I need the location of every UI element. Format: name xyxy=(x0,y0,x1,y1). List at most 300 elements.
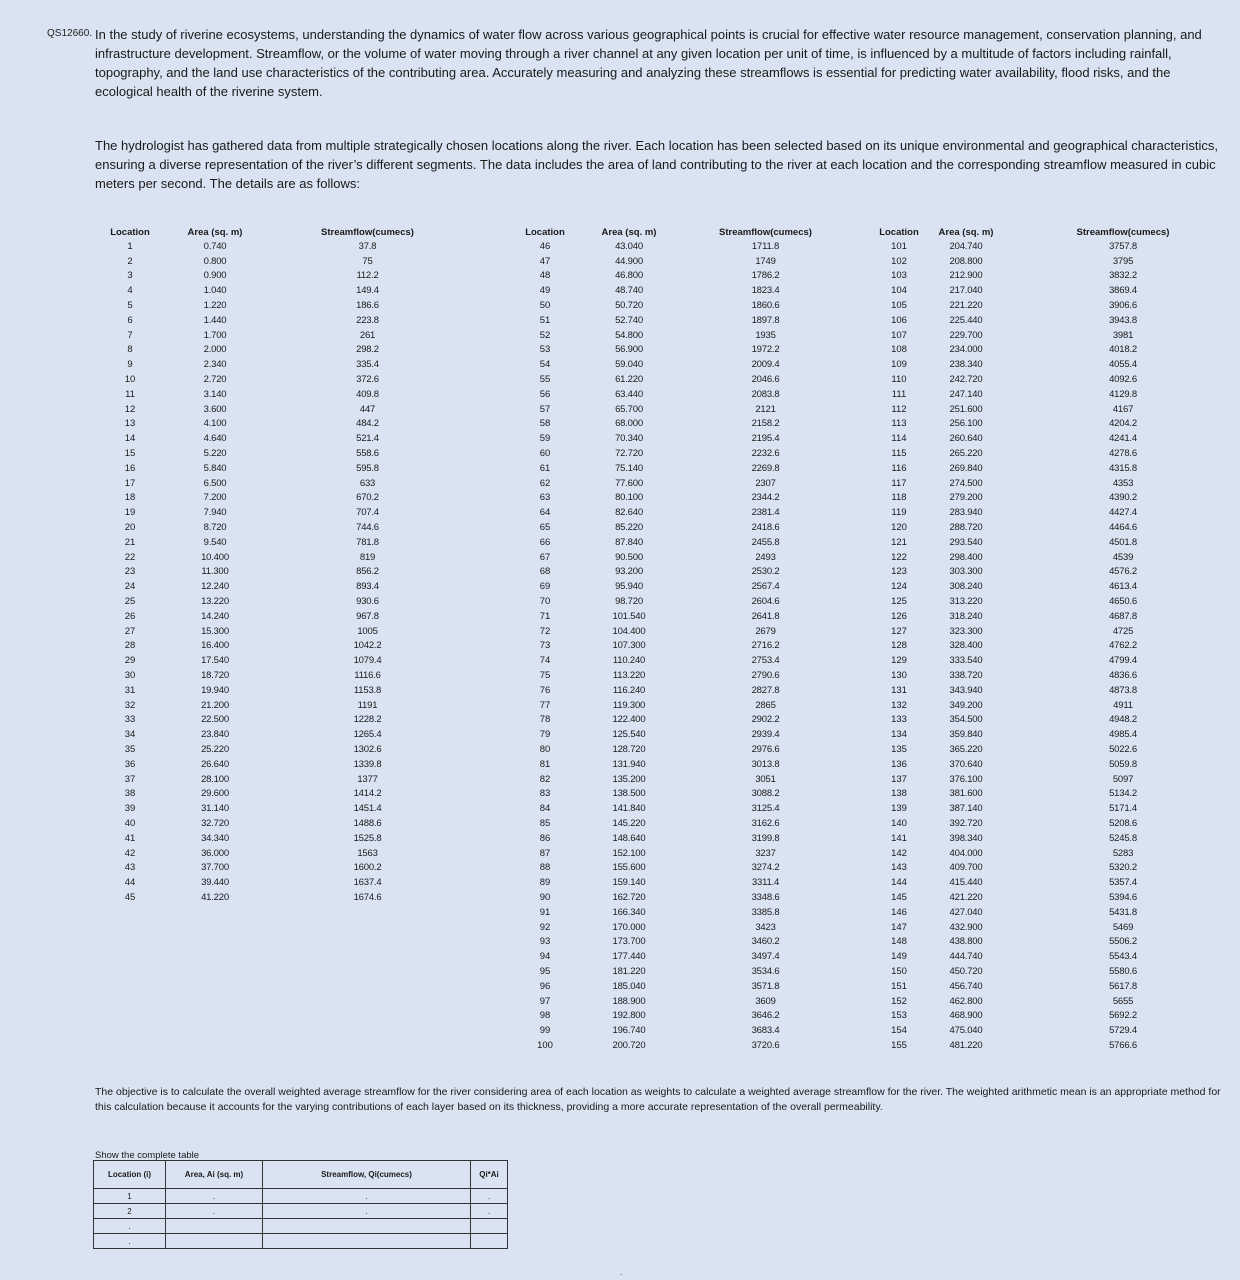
location-cell: 29 xyxy=(124,655,136,667)
area-cell: 19.940 xyxy=(201,684,229,696)
location-cell: 1 xyxy=(127,240,133,252)
area-cell: 265.220 xyxy=(949,448,983,460)
area-cell: 110.240 xyxy=(612,655,646,667)
table-row xyxy=(100,357,465,372)
table-row xyxy=(872,431,1240,446)
location-cell: 99 xyxy=(539,1025,551,1037)
table-row xyxy=(515,461,848,476)
table-row xyxy=(872,520,1240,535)
location-cell: 31 xyxy=(124,684,136,696)
table-row xyxy=(872,565,1240,580)
area-cell: 359.840 xyxy=(949,729,983,741)
answer-table xyxy=(93,1160,508,1249)
streamflow-cell: 558.6 xyxy=(356,448,379,460)
streamflow-cell: 75 xyxy=(362,255,373,267)
location-cell: 98 xyxy=(539,1010,551,1022)
streamflow-cell: 5357.4 xyxy=(1109,877,1137,889)
area-cell: 200.720 xyxy=(612,1039,646,1051)
table-row xyxy=(100,579,465,594)
table-row xyxy=(515,949,848,964)
location-cell: 46 xyxy=(539,240,551,252)
table-row xyxy=(515,860,848,875)
answer-cell xyxy=(263,1234,471,1249)
area-cell: 104.400 xyxy=(612,625,646,637)
table-row xyxy=(872,964,1240,979)
location-cell: 35 xyxy=(124,743,136,755)
answer-header-area: Area, Ai (sq. m) xyxy=(166,1161,263,1189)
streamflow-cell: 4539 xyxy=(1112,551,1134,563)
table-row xyxy=(100,624,465,639)
area-cell: 217.040 xyxy=(949,285,983,297)
streamflow-cell: 4799.4 xyxy=(1109,655,1137,667)
streamflow-cell: 2232.6 xyxy=(751,448,780,460)
table-row xyxy=(515,313,848,328)
location-cell: 75 xyxy=(539,670,551,681)
area-cell: 404.000 xyxy=(949,847,983,859)
streamflow-cell: 3981 xyxy=(1112,329,1134,341)
area-cell: 63.440 xyxy=(615,388,643,400)
table-row xyxy=(515,269,848,284)
streamflow-cell: 3237 xyxy=(755,847,776,859)
location-cell: 140 xyxy=(891,817,907,829)
streamflow-cell: 4353 xyxy=(1112,477,1134,489)
table-row xyxy=(100,343,465,358)
area-cell: 444.740 xyxy=(949,951,983,963)
table-row xyxy=(515,594,848,609)
table-row xyxy=(515,520,848,535)
location-cell: 74 xyxy=(539,655,551,667)
area-cell: 387.140 xyxy=(949,803,983,815)
streamflow-cell: 5171.4 xyxy=(1109,803,1137,815)
streamflow-cell: 37.8 xyxy=(358,240,377,252)
objective-paragraph: The objective is to calculate the overall weighted average streamflow for the river considering area of each location as weights to calculate a weighted average streamflow for the river. The weighted arithmetic mean is an appropriate method for this calculation because it accounts for the varying contributions of each layer based on its thickness, providing a more accurate representation of the overall permeability. xyxy=(95,1086,1221,1113)
streamflow-cell: 2418.6 xyxy=(751,522,780,534)
area-cell: 41.220 xyxy=(201,891,229,903)
streamflow-cell: 4092.6 xyxy=(1109,374,1137,386)
streamflow-cell: 4204.2 xyxy=(1109,418,1137,430)
area-cell: 145.220 xyxy=(612,817,646,829)
area-cell: 173.700 xyxy=(612,936,646,948)
location-cell: 84 xyxy=(539,803,551,815)
table-row xyxy=(515,402,848,417)
location-cell: 50 xyxy=(539,300,551,312)
location-cell: 78 xyxy=(539,714,551,726)
area-cell: 318.240 xyxy=(949,610,983,622)
table-row xyxy=(100,742,465,757)
area-cell: 131.940 xyxy=(612,758,646,770)
table-row xyxy=(872,402,1240,417)
streamflow-cell: 3423 xyxy=(755,921,776,933)
area-cell: 269.840 xyxy=(949,462,983,474)
streamflow-cell: 5617.8 xyxy=(1109,980,1137,992)
location-cell: 5 xyxy=(127,300,133,312)
area-cell: 438.800 xyxy=(949,936,983,948)
streamflow-cell: 1860.6 xyxy=(751,300,780,312)
answer-cell: 1 xyxy=(94,1189,166,1204)
area-cell: 343.940 xyxy=(949,684,983,696)
table-row xyxy=(100,713,465,728)
area-cell: 196.740 xyxy=(612,1025,646,1037)
location-cell: 70 xyxy=(539,596,551,608)
streamflow-cell: 1265.4 xyxy=(353,729,382,741)
streamflow-cell: 3869.4 xyxy=(1109,285,1137,297)
area-cell: 177.440 xyxy=(612,951,646,963)
area-cell: 166.340 xyxy=(612,906,646,918)
area-cell: 7.940 xyxy=(203,507,227,519)
location-cell: 142 xyxy=(891,847,907,859)
table-row xyxy=(515,609,848,624)
streamflow-cell: 1451.4 xyxy=(353,803,382,815)
area-cell: 0.740 xyxy=(203,240,227,252)
streamflow-cell: 595.8 xyxy=(356,462,379,474)
streamflow-cell: 930.6 xyxy=(356,596,379,608)
area-cell: 16.400 xyxy=(201,640,229,652)
streamflow-cell: 2493 xyxy=(755,551,776,563)
table-row xyxy=(872,328,1240,343)
location-cell: 82 xyxy=(539,773,551,785)
area-cell: 475.040 xyxy=(949,1025,983,1037)
table-row xyxy=(872,905,1240,920)
table-row xyxy=(872,1008,1240,1023)
area-cell: 392.720 xyxy=(949,817,983,829)
data-paragraph: The hydrologist has gathered data from multiple strategically chosen locations along the river. Each location has been selected based on its unique environmental and geographical characteristics, ensuring a diverse representation of the river’s different segments. The data includes the area of land contributing to the river at each location and the corresponding streamflow measured in cubic meters per second. The details are as follows: xyxy=(95,138,1218,191)
streamflow-cell: 4427.4 xyxy=(1109,507,1137,519)
table-row xyxy=(515,816,848,831)
area-cell: 1.440 xyxy=(203,314,227,326)
streamflow-cell: 1823.4 xyxy=(751,285,780,297)
streamflow-cell: 1935 xyxy=(755,329,776,341)
area-cell: 113.220 xyxy=(612,670,646,681)
streamflow-cell: 5245.8 xyxy=(1109,832,1137,844)
area-cell: 188.900 xyxy=(612,995,646,1007)
area-cell: 2.000 xyxy=(203,344,227,356)
location-cell: 24 xyxy=(124,581,136,593)
table-row xyxy=(100,254,465,269)
table-row xyxy=(100,772,465,787)
header-streamflow: Streamflow(cumecs) xyxy=(1076,226,1170,238)
area-cell: 29.600 xyxy=(201,788,229,800)
table-row xyxy=(515,727,848,742)
streamflow-cell: 4948.2 xyxy=(1109,714,1137,726)
streamflow-cell: 186.6 xyxy=(356,300,379,312)
streamflow-cell: 2083.8 xyxy=(751,388,780,400)
answer-cell: . xyxy=(94,1234,166,1249)
streamflow-cell: 5059.8 xyxy=(1109,758,1137,770)
table-row xyxy=(872,254,1240,269)
streamflow-cell: 4613.4 xyxy=(1109,581,1137,593)
location-cell: 66 xyxy=(539,536,551,548)
streamflow-cell: 4464.6 xyxy=(1109,522,1137,534)
area-cell: 313.220 xyxy=(949,596,983,608)
area-cell: 48.740 xyxy=(615,285,643,297)
location-cell: 115 xyxy=(891,448,907,460)
location-cell: 41 xyxy=(124,832,136,844)
streamflow-cell: 5655 xyxy=(1112,995,1134,1007)
streamflow-cell: 893.4 xyxy=(356,581,379,593)
streamflow-cell: 3199.8 xyxy=(751,832,780,844)
area-cell: 54.800 xyxy=(615,329,643,341)
area-cell: 5.840 xyxy=(203,462,227,474)
table-row xyxy=(872,742,1240,757)
table-row xyxy=(872,343,1240,358)
streamflow-cell: 3832.2 xyxy=(1109,270,1137,282)
streamflow-cell: 3348.6 xyxy=(751,891,780,903)
area-cell: 283.940 xyxy=(949,507,983,519)
area-cell: 43.040 xyxy=(615,240,643,252)
location-cell: 93 xyxy=(539,936,551,948)
location-cell: 134 xyxy=(891,729,907,741)
table-row xyxy=(515,831,848,846)
table-row xyxy=(100,875,465,890)
table-row xyxy=(100,313,465,328)
location-cell: 39 xyxy=(124,803,136,815)
streamflow-cell: 5283 xyxy=(1112,847,1134,859)
streamflow-cell: 2790.6 xyxy=(751,670,780,681)
streamflow-cell: 3609 xyxy=(755,995,776,1007)
location-cell: 7 xyxy=(127,329,133,341)
answer-cell: . xyxy=(471,1204,508,1219)
streamflow-cell: 4985.4 xyxy=(1109,729,1137,741)
table-row xyxy=(872,949,1240,964)
area-cell: 2.720 xyxy=(203,374,227,386)
table-row xyxy=(100,283,465,298)
streamflow-cell: 149.4 xyxy=(356,285,379,297)
streamflow-cell: 1488.6 xyxy=(353,817,382,829)
area-cell: 338.720 xyxy=(949,670,983,681)
location-cell: 113 xyxy=(891,418,907,430)
table-row xyxy=(515,801,848,816)
streamflow-cell: 1972.2 xyxy=(751,344,780,356)
table-row xyxy=(872,1023,1240,1038)
table-row xyxy=(100,269,465,284)
area-cell: 242.720 xyxy=(949,374,983,386)
area-cell: 370.640 xyxy=(949,758,983,770)
area-cell: 68.000 xyxy=(615,418,643,430)
table-row xyxy=(515,387,848,402)
table-row xyxy=(100,535,465,550)
area-cell: 204.740 xyxy=(949,240,983,252)
streamflow-cell: 1525.8 xyxy=(353,832,382,844)
streamflow-cell: 4836.6 xyxy=(1109,670,1137,681)
streamflow-cell: 1042.2 xyxy=(353,640,382,652)
location-cell: 12 xyxy=(124,403,136,415)
streamflow-cell: 409.8 xyxy=(356,388,379,400)
streamflow-cell: 2307 xyxy=(755,477,776,489)
streamflow-cell: 1005 xyxy=(357,625,378,637)
answer-cell xyxy=(166,1219,263,1234)
table-row xyxy=(515,476,848,491)
streamflow-cell: 3460.2 xyxy=(751,936,780,948)
area-cell: 3.140 xyxy=(203,388,227,400)
table-row xyxy=(515,713,848,728)
area-cell: 95.940 xyxy=(615,581,643,593)
location-cell: 92 xyxy=(539,921,551,933)
area-cell: 427.040 xyxy=(949,906,983,918)
table-row xyxy=(515,875,848,890)
table-row xyxy=(100,683,465,698)
area-cell: 56.900 xyxy=(615,344,643,356)
location-cell: 147 xyxy=(891,921,907,933)
streamflow-cell: 2530.2 xyxy=(751,566,780,578)
streamflow-cell: 1414.2 xyxy=(353,788,382,800)
area-cell: 87.840 xyxy=(615,536,643,548)
location-cell: 77 xyxy=(539,699,551,711)
streamflow-cell: 2865 xyxy=(755,699,776,711)
area-cell: 61.220 xyxy=(615,374,643,386)
answer-table-label: Show the complete table xyxy=(95,1150,200,1161)
area-cell: 122.400 xyxy=(612,714,646,726)
answer-cell xyxy=(471,1234,508,1249)
streamflow-cell: 856.2 xyxy=(356,566,379,578)
area-cell: 159.140 xyxy=(612,877,646,889)
area-cell: 17.540 xyxy=(201,655,229,667)
location-cell: 55 xyxy=(539,374,551,386)
streamflow-cell: 335.4 xyxy=(356,359,379,371)
location-cell: 43 xyxy=(124,862,136,874)
area-cell: 323.300 xyxy=(949,625,983,637)
streamflow-cell: 1339.8 xyxy=(353,758,382,770)
location-cell: 48 xyxy=(539,270,551,282)
location-cell: 89 xyxy=(539,877,551,889)
area-cell: 116.240 xyxy=(612,684,646,696)
table-row xyxy=(872,668,1240,683)
table-row xyxy=(872,535,1240,550)
area-cell: 349.200 xyxy=(949,699,983,711)
area-cell: 34.340 xyxy=(201,832,229,844)
table-row xyxy=(515,372,848,387)
area-cell: 148.640 xyxy=(612,832,646,844)
streamflow-cell: 4725 xyxy=(1112,625,1134,637)
streamflow-cell: 3646.2 xyxy=(751,1010,780,1022)
table-row xyxy=(872,994,1240,1009)
area-cell: 23.840 xyxy=(201,729,229,741)
area-cell: 381.600 xyxy=(949,788,983,800)
streamflow-cell: 4650.6 xyxy=(1109,596,1137,608)
table-row xyxy=(872,387,1240,402)
area-cell: 185.040 xyxy=(612,980,646,992)
table-row xyxy=(515,431,848,446)
streamflow-cell: 5320.2 xyxy=(1109,862,1137,874)
table-row xyxy=(515,491,848,506)
area-cell: 5.220 xyxy=(203,448,227,460)
location-cell: 63 xyxy=(539,492,551,504)
streamflow-cell: 447 xyxy=(359,403,376,415)
streamflow-cell: 484.2 xyxy=(356,418,379,430)
area-cell: 85.220 xyxy=(615,522,643,534)
table-row xyxy=(872,579,1240,594)
table-row xyxy=(515,328,848,343)
area-cell: 9.540 xyxy=(203,536,227,548)
area-cell: 107.300 xyxy=(612,640,646,652)
location-cell: 17 xyxy=(124,477,136,489)
table-row xyxy=(100,431,465,446)
location-cell: 111 xyxy=(891,388,907,400)
area-cell: 468.900 xyxy=(949,1010,983,1022)
table-row xyxy=(872,875,1240,890)
streamflow-cell: 1191 xyxy=(357,699,378,711)
table-row xyxy=(100,550,465,565)
table-row xyxy=(872,461,1240,476)
table-row xyxy=(515,890,848,905)
streamflow-cell: 5022.6 xyxy=(1109,743,1137,755)
header-area: Area (sq. m) xyxy=(187,226,243,238)
area-cell: 192.800 xyxy=(612,1010,646,1022)
table-row xyxy=(515,550,848,565)
location-cell: 51 xyxy=(539,314,551,326)
location-cell: 60 xyxy=(539,448,551,460)
area-cell: 1.220 xyxy=(203,300,227,312)
answer-header-product: Qi*Ai xyxy=(471,1161,508,1189)
area-cell: 128.720 xyxy=(612,743,646,755)
table-row xyxy=(515,283,848,298)
streamflow-cell: 2381.4 xyxy=(751,507,780,519)
streamflow-cell: 4129.8 xyxy=(1109,388,1137,400)
location-cell: 105 xyxy=(891,300,907,312)
location-cell: 71 xyxy=(539,610,551,622)
streamflow-cell: 3385.8 xyxy=(751,906,780,918)
area-cell: 3.600 xyxy=(203,403,227,415)
streamflow-cell: 5506.2 xyxy=(1109,936,1137,948)
location-cell: 86 xyxy=(539,832,551,844)
location-cell: 145 xyxy=(891,891,907,903)
location-cell: 108 xyxy=(891,344,907,356)
streamflow-cell: 3125.4 xyxy=(751,803,780,815)
table-row xyxy=(515,994,848,1009)
location-cell: 21 xyxy=(124,536,136,548)
table-row xyxy=(515,698,848,713)
area-cell: 303.300 xyxy=(949,566,983,578)
location-cell: 155 xyxy=(891,1039,907,1051)
streamflow-cell: 2902.2 xyxy=(751,714,780,726)
header-location: Location xyxy=(110,226,150,238)
area-cell: 354.500 xyxy=(949,714,983,726)
table-row xyxy=(515,742,848,757)
area-cell: 456.740 xyxy=(949,980,983,992)
streamflow-cell: 5766.6 xyxy=(1109,1039,1137,1051)
streamflow-cell: 3162.6 xyxy=(751,817,780,829)
streamflow-cell: 4278.6 xyxy=(1109,448,1137,460)
location-cell: 148 xyxy=(891,936,907,948)
streamflow-cell: 670.2 xyxy=(356,492,379,504)
area-cell: 421.220 xyxy=(949,891,983,903)
location-cell: 3 xyxy=(127,270,133,282)
streamflow-cell: 2455.8 xyxy=(751,536,780,548)
location-cell: 144 xyxy=(891,877,907,889)
streamflow-cell: 633 xyxy=(359,477,376,489)
table-row xyxy=(872,639,1240,654)
table-row xyxy=(872,698,1240,713)
area-cell: 119.300 xyxy=(612,699,646,711)
location-cell: 32 xyxy=(124,699,136,711)
location-cell: 14 xyxy=(124,433,136,445)
streamflow-cell: 2269.8 xyxy=(751,462,780,474)
location-cell: 42 xyxy=(124,847,136,859)
location-cell: 18 xyxy=(124,492,136,504)
location-cell: 128 xyxy=(891,640,907,652)
location-cell: 153 xyxy=(891,1010,907,1022)
answer-header-streamflow: Streamflow, Qi(cumecs) xyxy=(263,1161,471,1189)
location-cell: 110 xyxy=(891,374,907,386)
area-cell: 251.600 xyxy=(949,403,983,415)
streamflow-cell: 5543.4 xyxy=(1109,951,1137,963)
streamflow-cell: 3088.2 xyxy=(751,788,780,800)
area-cell: 11.300 xyxy=(201,566,229,578)
streamflow-cell: 3497.4 xyxy=(751,951,780,963)
streamflow-cell: 4576.2 xyxy=(1109,566,1137,578)
streamflow-cell: 298.2 xyxy=(356,344,379,356)
streamflow-cell: 3013.8 xyxy=(751,758,780,770)
streamflow-cell: 2344.2 xyxy=(751,492,780,504)
